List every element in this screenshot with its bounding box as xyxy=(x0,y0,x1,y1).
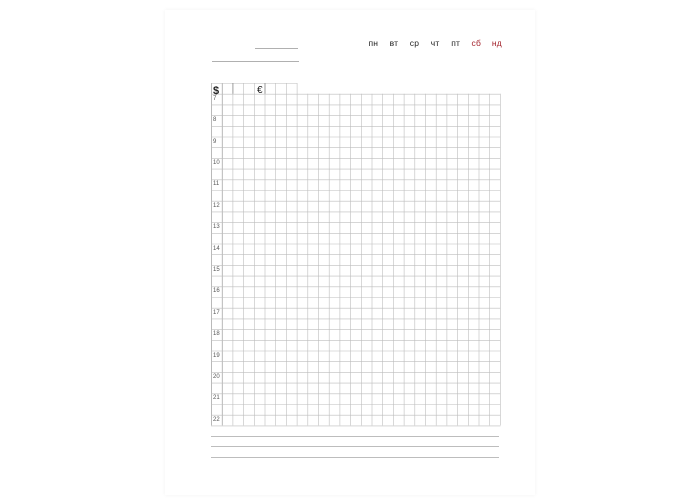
title-line xyxy=(212,61,299,62)
weekday-0: пн xyxy=(368,38,379,48)
hour-label: 12 xyxy=(213,202,220,209)
hourly-grid xyxy=(211,83,501,433)
hour-label: 19 xyxy=(213,352,220,359)
weekday-6: нд xyxy=(491,38,502,48)
grid-lines xyxy=(211,83,501,428)
week-days-row xyxy=(363,38,507,48)
weekday-5: сб xyxy=(471,38,482,48)
weekday-1: вт xyxy=(389,38,399,48)
note-line-1 xyxy=(211,436,499,437)
hour-label: 11 xyxy=(213,181,220,188)
hour-label: 13 xyxy=(213,224,220,231)
hour-label: 15 xyxy=(213,266,220,273)
hour-label: 18 xyxy=(213,331,220,338)
note-line-2 xyxy=(211,446,499,447)
hour-label: 9 xyxy=(213,138,217,145)
hour-label: 20 xyxy=(213,373,220,380)
euro-sign: € xyxy=(257,85,263,96)
hour-label: 7 xyxy=(213,95,217,102)
hour-label: 17 xyxy=(213,309,220,316)
dollar-sign: $ xyxy=(213,85,220,97)
weekday-3: чт xyxy=(430,38,440,48)
hour-label: 16 xyxy=(213,288,220,295)
hour-label: 8 xyxy=(213,117,217,124)
weekday-4: пт xyxy=(451,38,461,48)
hour-label: 14 xyxy=(213,245,220,252)
hour-label: 22 xyxy=(213,416,220,423)
hour-label: 10 xyxy=(213,159,220,166)
date-line xyxy=(255,48,298,49)
hour-label: 21 xyxy=(213,395,220,402)
weekday-2: ср xyxy=(409,38,420,48)
note-line-3 xyxy=(211,457,499,458)
